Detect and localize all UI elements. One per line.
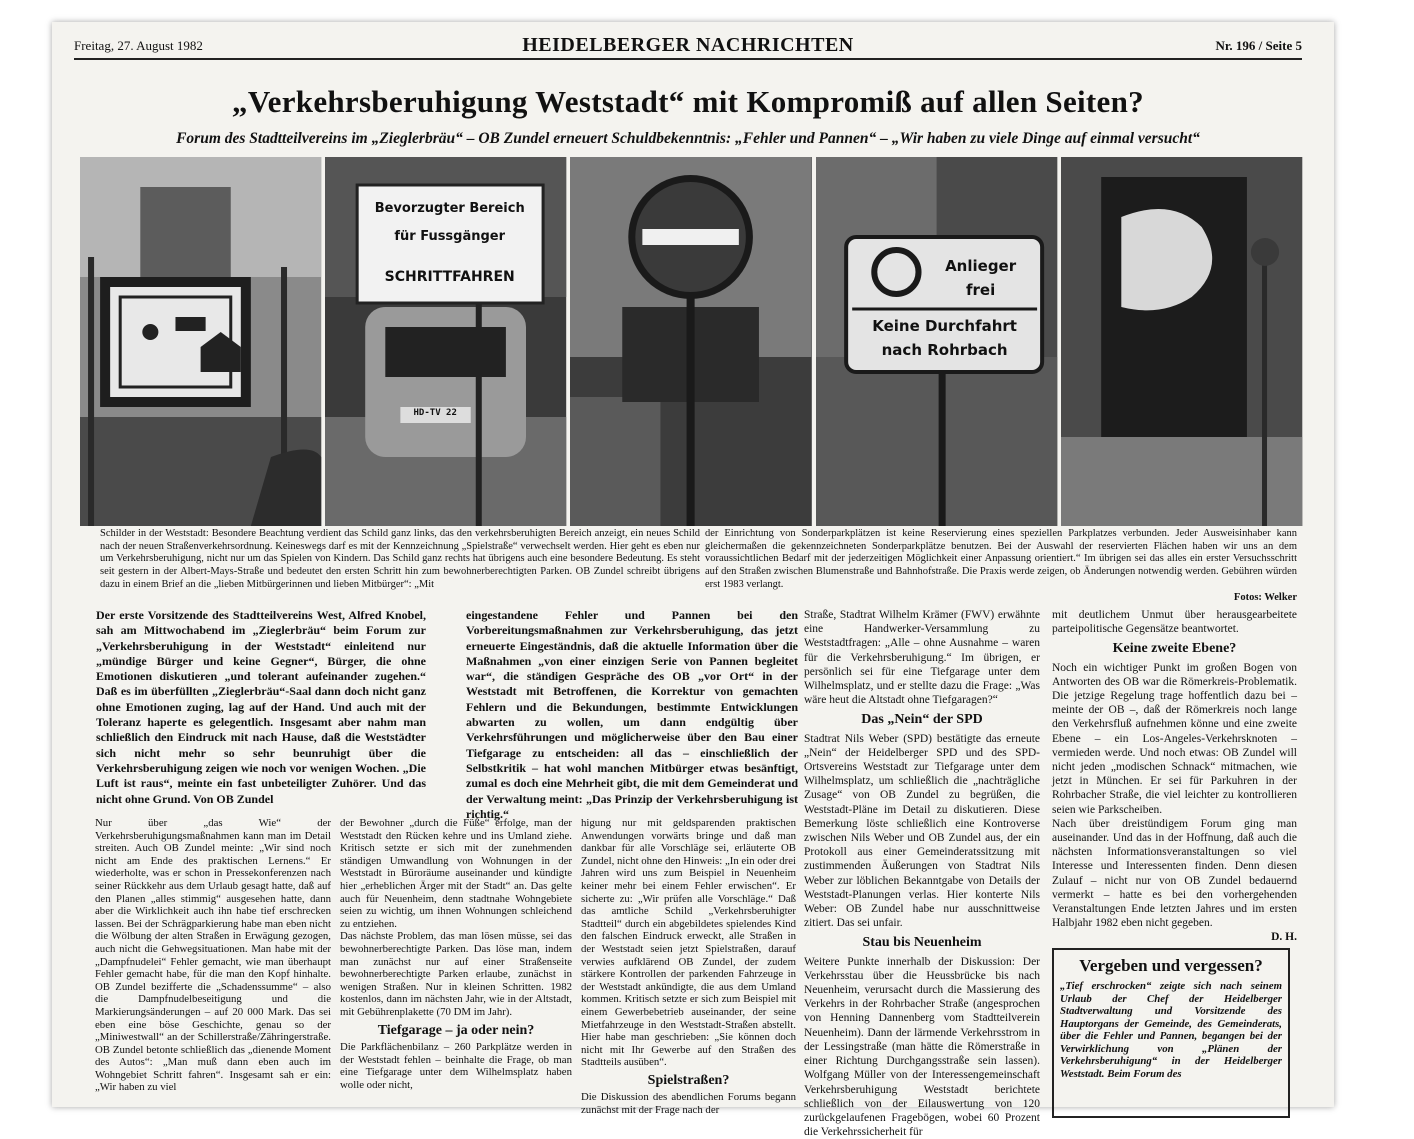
body-column-3-paragraph-2: Die Diskussion des abendlichen Forums begann zunächst mit der Frage nach der bbox=[581, 1091, 796, 1117]
issue-number: Nr. 196 / Seite 5 bbox=[1215, 38, 1302, 53]
photo-strip bbox=[80, 157, 1302, 526]
subheading-spielstrassen: Spielstraßen? bbox=[647, 1072, 730, 1088]
photo-caption-right bbox=[705, 528, 1297, 604]
issue-date: Freitag, 27. August 1982 bbox=[74, 38, 203, 53]
lead-column-1: Der erste Vorsitzende des Stadtteilvereins West, Alfred Knobel, sah am Mittwochabend im „Zieglerbräu“ beim Forum zur „Verkehrsberuhigung in der Weststadt“ einleitend nur „mündige Bürger und keine Gegner“, Bürger, die ohne Emotionen diskutieren „und tolerant aufeinander zugehen.“ Daß es im überfüllten „Zieglerbräu“-Saal dann doch nicht ganz ohne Emotionen zuging, lag auf der Hand. Und auch mit der Toleranz haperte es gelegentlich. Insgesamt aber nahm man schließlich den Eindruck mit nach Hause, daß die Weststädter sich nicht mehr so sehr beunruhigt über die Verkehrsberuhigung zeigen wie noch vor wenigen Wochen. „Die Luft ist raus“, meinte ein fast unbeteiligter Zuhörer. Und das nicht ohne Grund. Von OB Zundel bbox=[96, 608, 426, 806]
body-column-2-paragraph-3: Die Parkflächenbilanz – 260 Parkplätze werden in der Weststadt fehlen – beinhalte die Frage, ob man eine Tiefgarage unter dem Wilhelmsplatz haben wolle oder nicht, bbox=[340, 1041, 572, 1091]
photo-parking-sign bbox=[1061, 157, 1302, 526]
body-column-2-paragraph-2: Das nächste Problem, das man lösen müsse, sei das bewohnerberechtigte Parken. Das löse man, indem man zunächst nur auf einer Straßenseite bewohnerberechtigte Parken erlaube, zunächst in wenigen Straßen. Nur in kleinen Schritten. 1982 kostenlos, dann im nächsten Jahr, wie in der Altstadt, mit Gebührenplakette (70 DM im Jahr). bbox=[340, 930, 572, 1018]
newspaper-page bbox=[52, 22, 1334, 1139]
photo-caption-right-text: der Einrichtung von Sonderparkplätzen ist keine Reservierung eines speziellen Parkplatzes verbunden. Jeder Ausweisinhaber kann gleichermaßen die gekennzeichneten Sonderparkplätze benutzen. Bei der Auswahl der reservierten Flächen haben wir uns an dem voraussichtlichen Bedarf mit der jederzeitigen Möglichkeit einer Anpassung orientiert.“ Im übrigen sei das alles ein erster Versuchsschritt auf den Straßen zwischen Blumenstraße und Bahnhofstraße. Die Praxis werde zeigen, ob Änderungen notwendig werden. Gebühren würden erst 1983 verlangt. bbox=[705, 528, 1297, 590]
photo-residents-only-sign bbox=[816, 157, 1057, 526]
sign-residents-line1: Anlieger bbox=[945, 257, 1017, 275]
column-3-paragraph-1: Straße, Stadtrat Wilhelm Krämer (FWV) erwähnte eine Handwerker-Versammlung zu Weststadtfragen: „Alle – ohne Ausnahme – waren für die Verkehrsberuhigung.“ Im übrigen, er persönlich sei für eine Tiefgarage unter dem Wilhelmsplatz, und er stellte dazu die Frage: „Was wäre heut die Altstadt ohne Tiefgaragen?“ bbox=[804, 609, 1040, 707]
column-4-paragraph-3: Nach über dreistündigem Forum ging man auseinander. Und das in der Hoffnung, daß auch die nächsten Informationsveranstaltungen so viel Interesse und Interessenten finden. Denn diesen Zulauf – nicht nur von OB Zundel bedauernd vermerkt – hatte es bei den vorhergehenden Veranstaltungen Ende letzten Jahres und im ersten Halbjahr 1982 eben nicht gegeben. bbox=[1052, 817, 1297, 930]
masthead bbox=[74, 36, 1302, 60]
lead-column-2: eingestandene Fehler und Pannen bei den Vorbereitungsmaßnahmen zur Verkehrsberuhigung, das jetzt erneuerte Eingeständnis, daß die aktuelle Information über die Maßnahmen „von einer einzigen Serie von Pannen begleitet war“, die ständigen Gespräche des OB „vor Ort“ in der Weststadt mit Betroffenen, die Korrektur von gemachten Fehlern und die Bekundungen, bestimmte Entwicklungen abwarten zu wollen, um dann endgültig über Verkehrsführungen und möglicherweise über den Bau einer Tiefgarage zu entscheiden: all das – einschließlich der Selbstkritik – hat wohl manchen Mitbürger etwas besänftigt, zumal es doch eine Mehrheit gibt, die mit dem Gemeinderat und der Verwaltung meint: „Das Prinzip der Verkehrsberuhigung ist richtig.“ bbox=[466, 608, 798, 821]
sign-residents-line2: frei bbox=[965, 281, 996, 299]
sidebar-box-title: Vergeben und vergessen? bbox=[1079, 956, 1263, 975]
subheading-zweite-ebene: Keine zweite Ebene? bbox=[1112, 641, 1237, 657]
sign-pedestrian-line3: SCHRITTFAHREN bbox=[384, 269, 515, 285]
photo-traffic-calming-sign bbox=[80, 157, 321, 526]
column-4 bbox=[1052, 608, 1297, 945]
subheading-tiefgarage: Tiefgarage – ja oder nein? bbox=[377, 1022, 535, 1038]
sign-pedestrian-line2: für Fussgänger bbox=[394, 229, 506, 244]
newspaper-name: HEIDELBERGER NACHRICHTEN bbox=[522, 34, 854, 56]
column-4-paragraph-1: mit deutlichem Unmut über herausgearbeitete parteipolitische Gegensätze beantwortet. bbox=[1052, 609, 1297, 636]
sidebar-box-text: „Tief erschrocken“ zeigte sich nach seinem Urlaub der Chef der Heidelberger Stadtverwaltung und Vorsitzende des Hauptorgans der Gemeinde, des Gemeinderats, über die Fehler und Pannen, begangen bei der Verwirklichung von „Plänen der Verkehrsberuhigung“ in der Heidelberger Weststadt. Beim Forum des bbox=[1060, 980, 1282, 1080]
column-4-paragraph-2: Noch ein wichtiger Punkt im großen Bogen von Antworten des OB war die Römerkreis-Problematik. Die jetzige Regelung trage hoffentlich dazu bei – meinte der OB –, daß der Römerkreis noch lange den Verkehrsfluß aufnehmen könne und eine zweite Ebene – ein Los-Angeles-Verkehrsknoten – vermieden werde. Und noch etwas: OB Zundel will nicht jeden „modischen Schnack“ mitmachen, wie jetzt in München. Er sei für Parkuhren in der Rohrbacher Straße, die viel leichter zu kontrollieren seien wie Parkscheiben. bbox=[1052, 661, 1297, 816]
subheading-spd: Das „Nein“ der SPD bbox=[861, 712, 983, 728]
photo-pedestrian-zone-sign bbox=[325, 157, 566, 526]
column-3-paragraph-3: Weitere Punkte innerhalb der Diskussion: Der Verkehrsstau über die Heussbrücke bis nach Neuenheim, verursacht durch die Massierung des Verkehrs in der Rohrbacher Straße (angesprochen von Henning Dannenberg vom Stadtteilverein Neuenheim). Dann der lärmende Verkehrsstrom in der Lessingstraße (man hätte die Römerstraße in einer Richtung Durchgangsstraße sein lassen). Wolfgang Müller von der Interessengemeinschaft Verkehrsberuhigung Weststadt berichtete schließlich von der Eilauswertung von 120 zurückgelaufenen Fragebögen, wobei 60 Prozent die Verkehrssicherheit für bbox=[804, 955, 1040, 1139]
article-subhead: Forum des Stadtteilvereins im „Zieglerbräu“ – OB Zundel erneuert Schuldbekenntnis: „Fehler und Pannen“ – „Wir haben zu viele Dinge auf einmal versucht“ bbox=[176, 130, 1200, 147]
sign-residents-line4: nach Rohrbach bbox=[881, 341, 1008, 359]
body-column-2-paragraph-1: der Bewohner „durch die Füße“ erfolge, man der Weststadt den Rücken kehre und ins Umland ziehe. Kritisch setzte er sich mit der zunehmenden ständigen Umwandlung von Wohnungen in der Weststadt in Büroräume auseinander und kündigte hier „erheblichen Ärger mit der Stadt“ an. Das gelte auch für Neuenheim, denn stadtnahe Wohngebiete seien zu wichtig, um ihnen Wohnungen schleichend zu entziehen. bbox=[340, 817, 572, 930]
body-column-3 bbox=[581, 817, 796, 1117]
subheading-stau: Stau bis Neuenheim bbox=[862, 935, 982, 951]
photo-no-entry-sign bbox=[570, 157, 811, 526]
author-signature: D. H. bbox=[1271, 931, 1297, 944]
body-column-1: Nur über „das Wie“ der Verkehrsberuhigungsmaßnahmen kann man im Detail streiten. Auch OB Zundel meinte: „Wir sind noch nicht am Ende des praktischen Lernens.“ Er wiederholte, was er schon in Pressekonferenzen nach seiner Rückkehr aus dem Urlaub gesagt hatte, daß auf den Planen „alles stimmig“ ausgesehen hatte, dann aber die Wirklichkeit auch ihn habe tief erschrecken lassen. Bei der Schrägparkierung habe man eben nicht die Wölbung der alten Straßen in Erwägung gezogen, auch nicht die Gehwegsituationen. Man habe mit der „Dampfnudelei“ Fehler gemacht, wie man überhaupt Fehler gemacht habe, für die man den Kopf hinhalte. OB Zundel bezifferte die „Schadenssumme“ – also die Dampfnudelbeseitigung und die Markierungsänderungen – auf 20 000 Mark. Das sei eben eine böse Geschichte, genau so der „Miniwestwall“ an der Schillerstraße/Zähringerstraße. OB Zundel betonte schließlich das „dienende Moment des Autos“: „Man muß dann eben auch im Wohngebiet Schritt fahren“. Insgesamt sah er ein: „Wir haben zu viel bbox=[95, 817, 331, 1094]
sign-residents-line3: Keine Durchfahrt bbox=[872, 317, 1017, 335]
column-3-paragraph-2: Stadtrat Nils Weber (SPD) bestätigte das erneute „Nein“ der Heidelberger SPD und des SPD-Ortsvereins Weststadt zur Tiefgarage unter dem Wilhelmsplatz, um schließlich die „nachträgliche Zusage“ von OB Zundel zu begrüßen, die Weststadt-Pläne im Detail zu diskutieren. Diese Bemerkung löste schließlich eine Kontroverse zwischen Nils Weber und OB Zundel aus, der ein Protokoll aus einer Gemeinderatssitzung mit zustimmenden Äußerungen von Stadtrat Nils Weber zur löblichen Bekanntgabe von Details der Weststadt-Planungen verlas. Hier konterte Nils Weber: OB Zundel habe nur ausschnittweise zitiert. Das sei unfair. bbox=[804, 732, 1040, 930]
body-column-3-paragraph-1: higung nur mit geldsparenden praktischen Anwendungen vorwärts bringe und daß man dankbar für alle Vorschläge sei, erläuterte OB Zundel, nicht ohne den Hinweis: „In ein oder drei Jahren wird uns zum Beispiel in Neuenheim keiner mehr bei einem Fehler erwischen“. Er sicherte zu: „Wir prüfen alle Vorschläge.“ Daß das amtliche Schild „Verkehrsberuhigter Stadtteil“ durch ein abgebildetes spielendes Kind den falschen Eindruck erweckt, alle Straßen in der Weststadt seien jetzt Spielstraßen, darauf verwies aufklärend OB Zundel, der zudem stärkere Kontrollen der parkenden Fahrzeuge in der Weststadt ankündigte, die aus dem Umland kommen. Kritisch setzte er sich zum Beispiel mit einem Gewerbebetrieb auseinander, der seine Mietfahrzeuge in den Weststadt-Straßen abstellt. Hier habe man geschrieben: „Sie können doch nicht mit Ihr Gewerbe auf den Straßen des Stadtteils ausüben“. bbox=[581, 817, 796, 1069]
license-plate: HD-TV 22 bbox=[413, 408, 457, 418]
photo-caption-left: Schilder in der Weststadt: Besondere Beachtung verdient das Schild ganz links, das den verkehrsberuhigten Bereich anzeigt, ein neues Schild nach der neuen Straßenverkehrsordnung. Keineswegs darf es mit der Kennzeichnung „Spielstraße“ verwechselt werden. Hier geht es eben nur um Verkehrsberuhigung, nicht nur um das Spielen von Kindern. Das Schild ganz rechts hat übrigens auch eine besondere Bedeutung. Es steht seit gestern in der Albert-Mays-Straße und bedeutet den ersten Schritt hin zum bewohnerberechtigten Parken. OB Zundel schreibt übrigens dazu in einem Brief an die „lieben Mitbürgerinnen und lieben Mitbürger“: „Mit bbox=[100, 528, 700, 590]
body-column-2 bbox=[340, 817, 572, 1091]
sidebar-box bbox=[1052, 948, 1290, 1118]
photo-credit: Fotos: Welker bbox=[1233, 591, 1297, 603]
sign-pedestrian-line1: Bevorzugter Bereich bbox=[374, 201, 525, 216]
column-3 bbox=[804, 608, 1040, 1139]
article-headline: „Verkehrsberuhigung Weststadt“ mit Kompromiß auf allen Seiten? bbox=[232, 84, 1144, 119]
